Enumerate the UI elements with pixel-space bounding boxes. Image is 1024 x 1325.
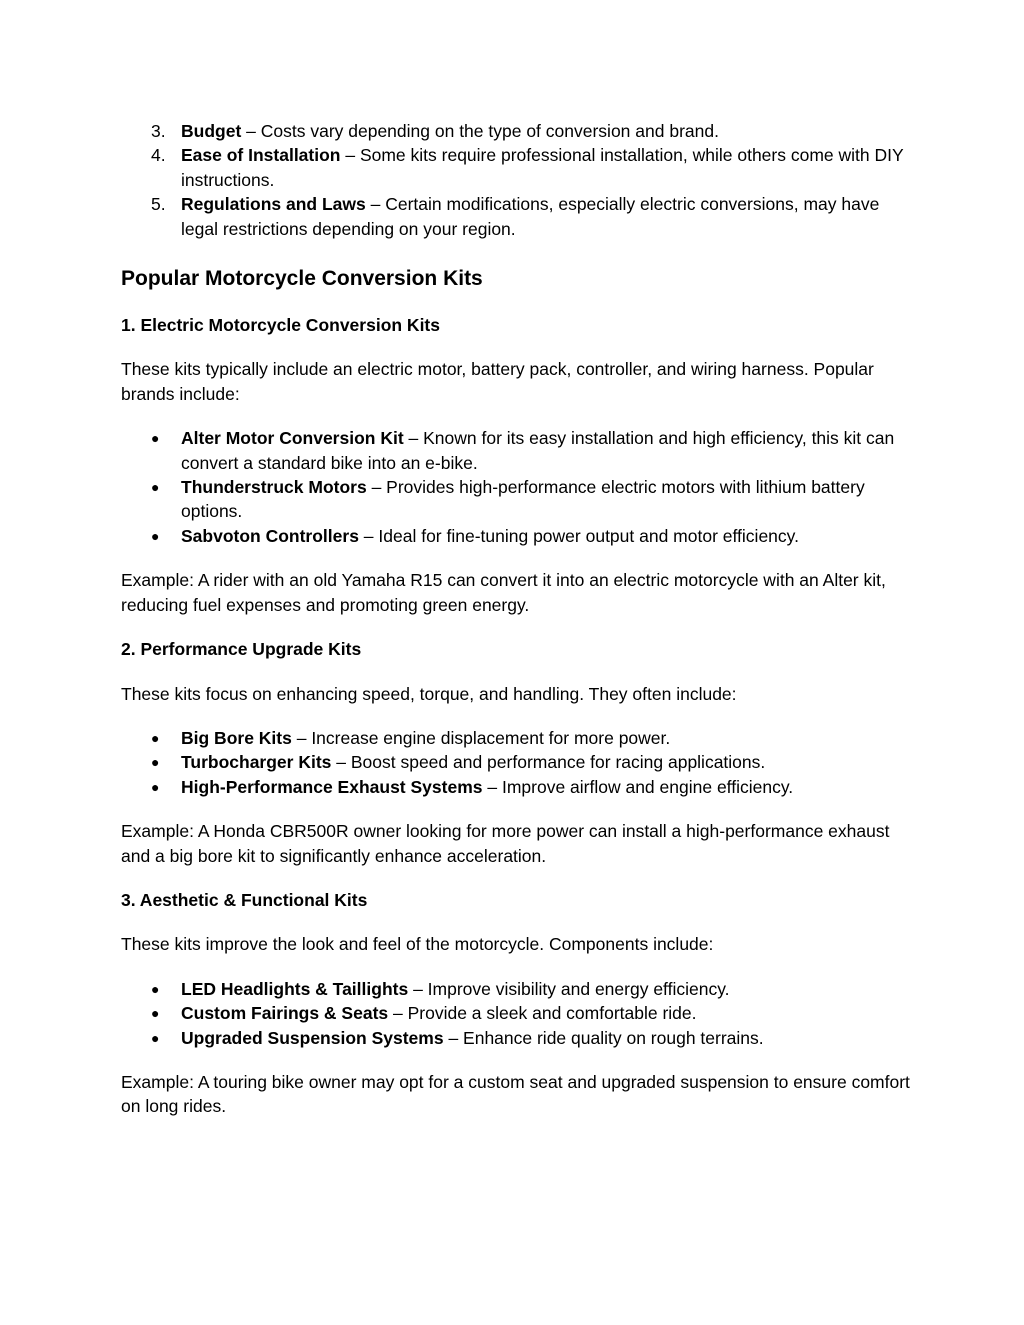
list-number: 3. [151,121,166,141]
list-item-text: – Certain modifications, especially electric conversions, may have legal restrictions depending on your region. [181,194,880,239]
list-item-text: – Enhance ride quality on rough terrains. [443,1027,764,1048]
list-item-term: Budget [181,121,242,141]
list-item [121,426,911,475]
list-item [121,119,911,143]
bullet-icon: ● [151,980,160,997]
kit-heading: 1. Electric Motorcycle Conversion Kits [121,315,440,336]
list-item [121,977,911,1001]
bullet-icon: ● [151,479,160,496]
list-item [121,1026,911,1050]
list-item-text: – Increase engine displacement for more power. [291,727,671,748]
kit-items-list [121,726,911,799]
list-item-text: – Boost speed and performance for racing applications. [331,752,766,773]
list-item-text: – Some kits require professional installation, while others come with DIY instructions. [181,145,904,190]
kit-heading: 2. Performance Upgrade Kits [121,639,362,660]
list-item-term: Thunderstruck Motors [181,477,367,498]
kit-example: Example: A touring bike owner may opt for a custom seat and upgraded suspension to ensure comfort on long rides. [121,1071,910,1117]
list-item [121,726,911,750]
kit-example: Example: A Honda CBR500R owner looking for more power can install a high-performance exhaust and a big bore kit to significantly enhance acceleration. [121,821,890,866]
list-item-text: – Improve visibility and energy efficiency. [408,978,730,999]
list-item-term: Regulations and Laws [181,194,366,215]
list-item-text: – Known for its easy installation and high efficiency, this kit can convert a standard bike into an e-bike. [181,428,895,473]
bullet-icon: ● [151,1029,160,1046]
bullet-icon: ● [151,430,160,447]
list-item [121,192,911,241]
list-number: 5. [151,194,166,215]
list-item [121,1001,911,1025]
list-item-term: High-Performance Exhaust Systems [181,776,483,797]
list-item [121,475,911,524]
document-content [121,119,911,1119]
bullet-icon: ● [151,729,160,746]
list-item-term: Sabvoton Controllers [181,525,359,546]
kit-example: Example: A rider with an old Yamaha R15 can convert it into an electric motorcycle with an Alter kit, reducing fuel expenses and promoting green energy. [121,570,886,615]
list-item-text: – Provides high-performance electric motors with lithium battery options. [181,477,865,522]
list-item-term: Custom Fairings & Seats [181,1003,389,1024]
bullet-icon: ● [151,778,160,795]
list-item-term: Upgraded Suspension Systems [181,1027,444,1048]
list-item-text: – Improve airflow and engine efficiency. [482,776,794,797]
kit-intro: These kits focus on enhancing speed, torque, and handling. They often include: [121,683,737,704]
considerations-list [121,119,911,241]
list-item-term: Alter Motor Conversion Kit [181,428,404,449]
list-item-term: Ease of Installation [181,145,341,166]
list-item [121,143,911,192]
bullet-icon: ● [151,527,160,544]
list-item [121,524,911,548]
list-item [121,750,911,774]
kit-intro: These kits improve the look and feel of the motorcycle. Components include: [121,934,714,955]
kit-items-list [121,977,911,1050]
list-item-text: – Ideal for fine-tuning power output and motor efficiency. [358,525,799,546]
list-item-text: – Costs vary depending on the type of conversion and brand. [241,121,719,141]
list-item-text: – Provide a sleek and comfortable ride. [388,1003,697,1024]
list-item-term: LED Headlights & Taillights [181,978,409,999]
kit-heading: 3. Aesthetic & Functional Kits [121,889,368,910]
bullet-icon: ● [151,1005,160,1022]
kit-intro: These kits typically include an electric motor, battery pack, controller, and wiring harness. Popular brands include: [121,359,874,404]
kit-items-list [121,426,911,548]
list-item-term: Big Bore Kits [181,727,292,748]
section-title: Popular Motorcycle Conversion Kits [121,267,483,291]
list-item-term: Turbocharger Kits [181,752,332,773]
list-item [121,775,911,799]
list-number: 4. [151,145,166,166]
bullet-icon: ● [151,754,160,771]
